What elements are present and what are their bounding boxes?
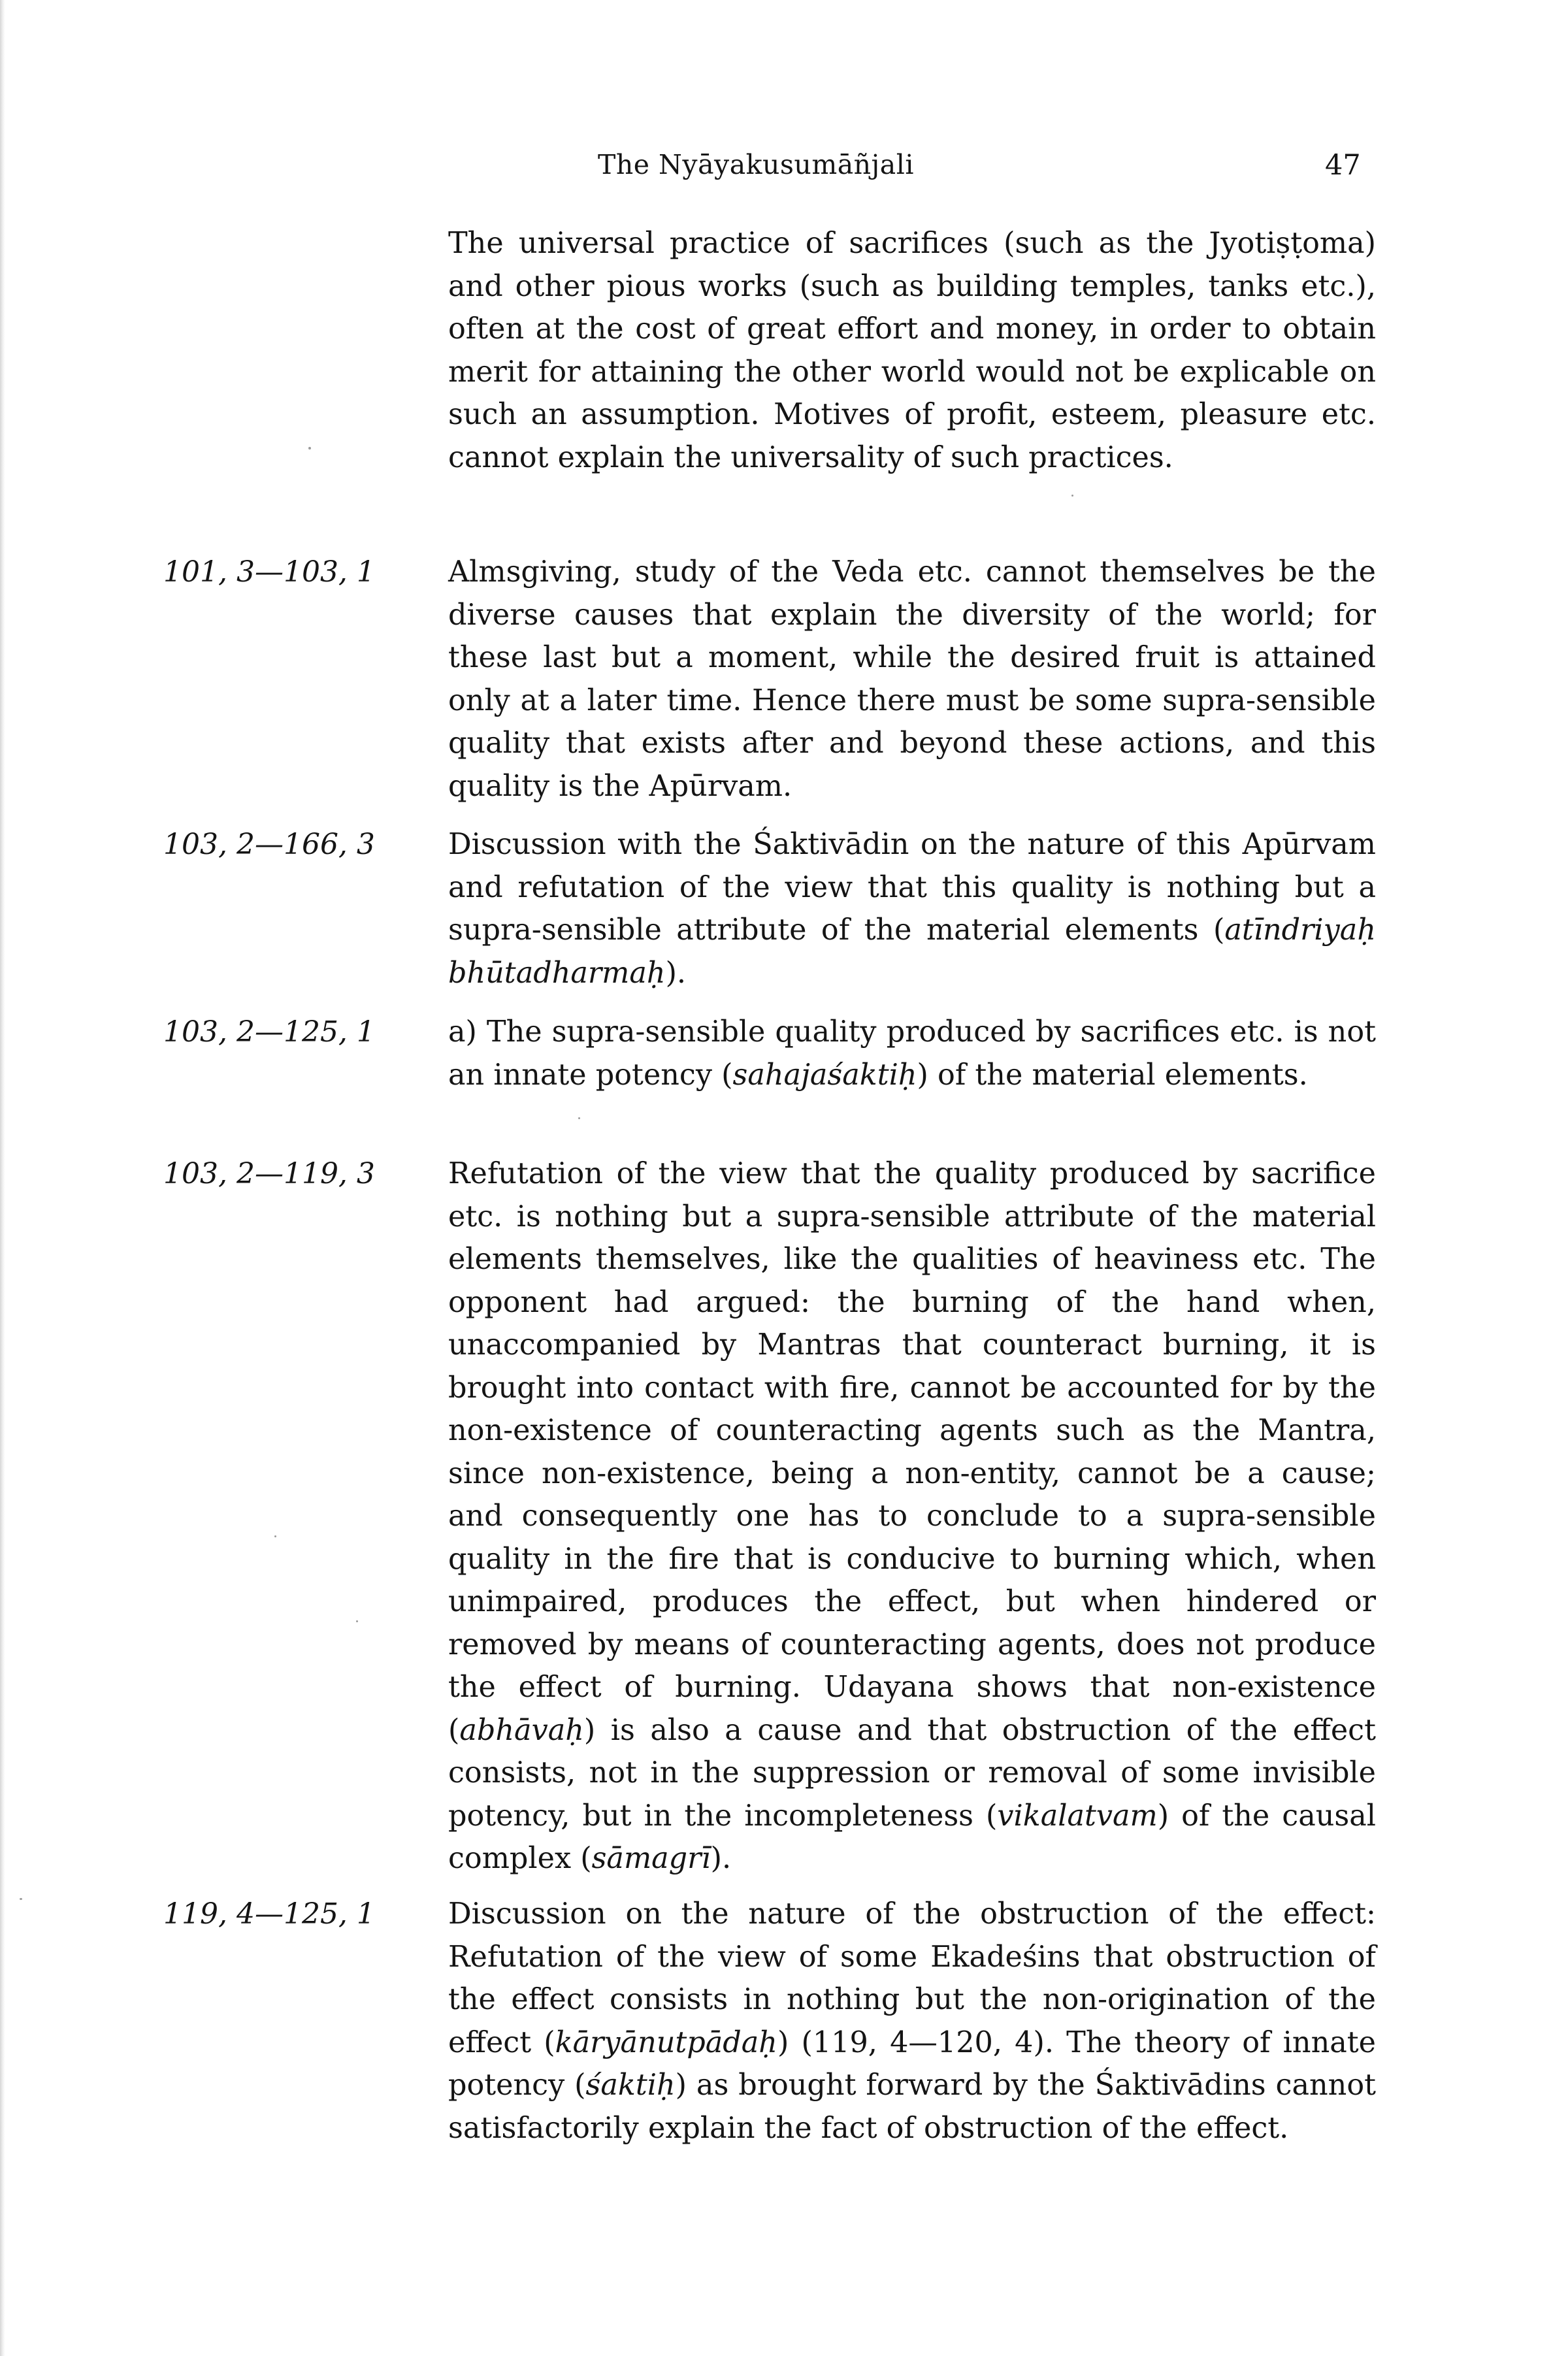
paragraph-5-text-d: ). [710,1842,732,1875]
scan-speck [1071,495,1073,497]
scan-speck [274,1535,276,1537]
paragraph-2-text: Almsgiving, study of the Veda etc. cannot themselves be the diverse causes that explain the diversity of the world; for these last but a moment, while the desired fruit is attained only at a later time. Hence there must be some supra-sensible quality that exists after and beyond these actions, and this quality is the Apūrvam. [448,555,1376,803]
margin-ref-1: 101, 3—103, 1 [163,555,375,589]
margin-ref-5: 119, 4—125, 1 [163,1897,375,1931]
paragraph-5-text-a: Refutation of the view that the quality produced by sacrifice etc. is nothing but a supra-sensible attribute of the material elements themselves, like the qualities of heaviness etc. The opponent had argued: the burning of the hand when, unaccompanied by Mantras that counteract burning, it is brought into contact with fire, cannot be accounted for by the non-existence of counteracting agents such as the Mantra, since non-existence, being a non-entity, cannot be a cause; and consequently one has to conclude to a supra-sensible quality in the fire that is conducive to burning which, when unimpaired, produces the effect, but when hindered or removed by means of counteracting agents, does not produce the effect of burning. Udayana shows that non-existence ( [448,1157,1376,1747]
paragraph-3-term: atīndriyaḥ bhūtadharmaḥ [448,913,1376,990]
paragraph-6 [448,1893,1376,2150]
scan-speck [578,1117,580,1119]
paragraph-6-text-a: Discussion on the nature of the obstruction of the effect: Refutation of the view of some Ekadeśins that obstruction of the effect consists in nothing but the non-origination of the effect ( [448,1897,1376,2059]
paragraph-1 [448,222,1376,479]
scan-speck [20,1898,22,1900]
scan-speck [356,1620,358,1622]
paragraph-6-term-2: śaktiḥ [585,2069,676,2102]
scan-edge-shadow [0,0,5,2356]
paragraph-5-text-b: ) is also a cause and that obstruction of the effect consists, not in the suppression or removal of some invisible potency, but in the incompleteness ( [448,1713,1376,1833]
paragraph-5-term-2: vikalatvam [997,1799,1158,1833]
paragraph-3 [448,823,1376,994]
margin-ref-3: 103, 2—125, 1 [163,1015,375,1049]
paragraph-3-text-a: Discussion with the Śaktivādin on the nature of this Apūrvam and refutation of the view that this quality is nothing but a supra-sensible attribute of the material elements ( [448,828,1376,947]
paragraph-5-text-c: ) of the causal complex ( [448,1799,1376,1875]
paragraph-4 [448,1011,1376,1096]
running-head [0,149,1568,188]
paragraph-6-text-c: ) as brought forward by the Śaktivādins cannot satisfactorily explain the fact of obstruction of the effect. [448,2069,1376,2145]
margin-ref-4: 103, 2—119, 3 [163,1157,375,1190]
margin-ref-2: 103, 2—166, 3 [163,828,375,861]
paragraph-2 [448,551,1376,808]
scan-speck [308,447,311,450]
paragraph-5-term-3: sāmagrī [591,1842,711,1875]
paragraph-6-text-b: ) (119, 4—120, 4). The theory of innate potency ( [448,2025,1376,2102]
paragraph-4-text-b: ) of the material elements. [917,1058,1308,1092]
paragraph-3-text-b: ). [665,956,687,990]
paragraph-5 [448,1153,1376,1880]
page-number: 47 [1325,149,1361,182]
paragraph-5-term-1: abhāvaḥ [459,1713,584,1747]
paragraph-1-text: The universal practice of sacrifices (such as the Jyotiṣṭoma) and other pious works (such as building temples, tanks etc.), often at the cost of great effort and money, in order to obtain merit for attaining the other world would not be explicable on such an assumption. Motives of profit, esteem, pleasure etc. cannot explain the universality of such practices. [448,227,1376,474]
paragraph-6-term-1: kāryānutpādaḥ [555,2025,777,2059]
paragraph-4-term: sahajaśaktiḥ [732,1058,917,1092]
paragraph-4-text-a: a) The supra-sensible quality produced by sacrifices etc. is not an innate potency ( [448,1015,1376,1092]
page-title: The Nyāyakusumāñjali [598,149,914,180]
